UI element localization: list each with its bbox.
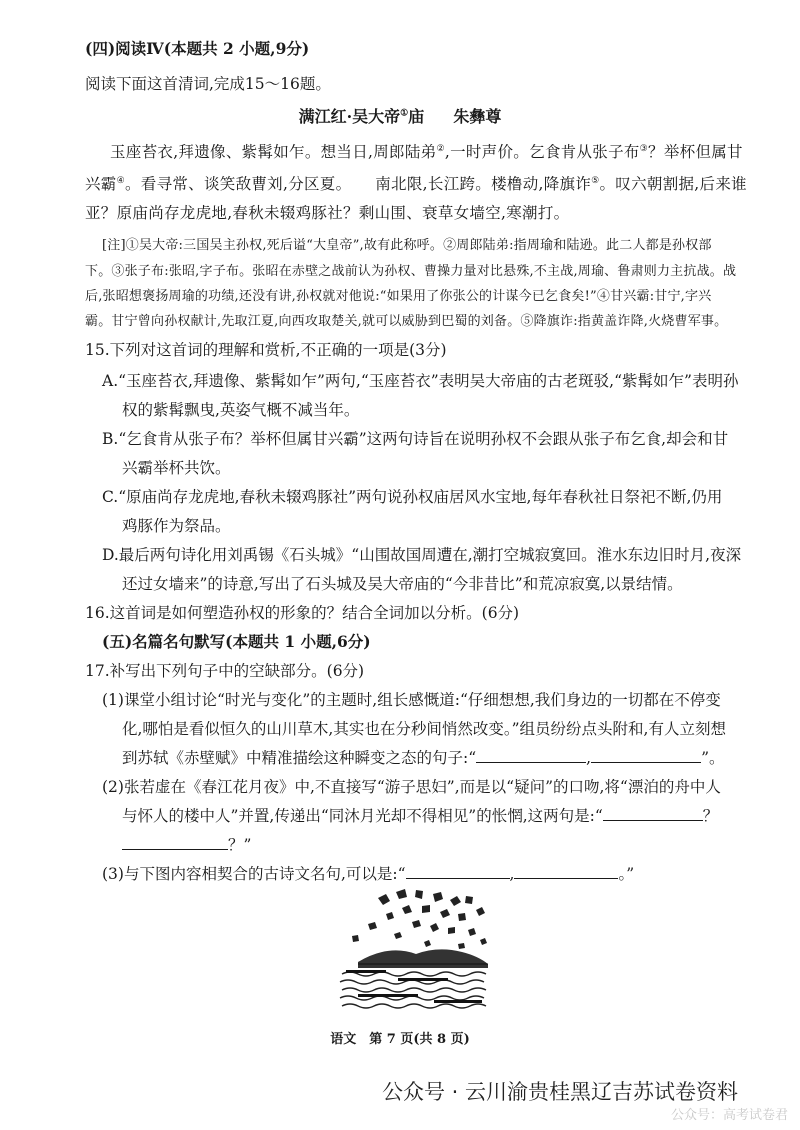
poem-line-1-a: 玉座苔衣,拜遗像、紫髯如乍。想当日,周郎陆弟 [110,143,437,162]
q15-option-a-line-2: 权的紫髯飘曳,英姿气概不减当年。 [122,401,360,419]
answer-blank-1[interactable] [476,746,586,763]
note-mark-5: ⑤ [591,176,600,186]
note-mark-4: ④ [116,176,125,186]
note-mark-2: ② [436,144,445,154]
q17-part2-qmark: ？ [702,807,719,825]
q15-option-b-line-2: 兴霸举杯共饮。 [122,459,231,477]
q17-part2-prompt: 与怀人的楼中人”并置,传递出“同沐月光却不得相见”的怅惘,这两句是:“ [122,807,603,825]
poem-line-3: 亚？原庙尚存龙虎地,春秋未辍鸡豚社？剩山围、衰草女墙空,寒潮打。 [85,204,570,222]
q17-stem: 17.补写出下列句子中的空缺部分。(6分) [85,662,365,680]
q17-part1-end: ”。 [701,749,725,767]
q17-part1-line-3 [122,745,770,771]
autumn-river-illustration [338,884,494,1012]
q16-stem: 16.这首词是如何塑造孙权的形象的？结合全词加以分析。(6分) [85,604,520,622]
poem-line-1-c: ？举杯但属甘 [648,143,743,162]
poem-line-2-c: 。叹六朝割据,后来谁 [599,175,747,194]
faint-watermark: 公众号：高考试卷君 [670,1108,788,1123]
poem-title-note-mark: ① [400,108,409,119]
answer-blank-5[interactable] [406,862,510,879]
q17-part2-line-1: (2)张若虚在《春江花月夜》中,不直接写“游子思妇”,而是以“疑问”的口吻,将“漂泊的舟中人 [102,778,721,796]
q15-option-d-line-1: D.最后两句诗化用刘禹锡《石头城》“山围故国周遭在,潮打空城寂寞回。淮水东边旧时月,夜深 [102,546,742,564]
answer-blank-3[interactable] [603,804,703,821]
q17-part3-sep: , [509,865,515,883]
q17-part3-end: 。” [618,865,635,883]
q17-part1-line-1: (1)课堂小组讨论“时光与变化”的主题时,组长感慨道:“仔细想想,我们身边的一切都在不停变 [102,691,721,709]
q17-part1-sep: , [586,749,592,767]
q17-part2-line-3 [122,832,770,858]
note-line-3: 后,张昭想褒扬周瑜的功绩,还没有讲,孙权就对他说:“如果用了你张公的计谋今已乞食矣!”④甘兴霸:甘宁,字兴 [85,289,712,304]
q15-option-b-line-1: B.“乞食肯从张子布？举杯但属甘兴霸”这两句诗旨在说明孙权不会跟从张子布乞食,却会和甘 [102,430,729,448]
note-line-1: [注]①吴大帝:三国吴主孙权,死后谥“大皇帝”,故有此称呼。②周郎陆弟:指周瑜和陆逊。此二人都是孙权部 [102,238,712,253]
q17-part3-prompt: (3)与下图内容相契合的古诗文名句,可以是:“ [102,865,406,883]
q15-option-c-line-1: C.“原庙尚存龙虎地,春秋未辍鸡豚社”两句说孙权庙居风水宝地,每年春秋社日祭祀不断,仍用 [102,488,723,506]
poem-line-2-a: 兴霸 [85,175,117,194]
q15-option-d-line-2: 还过女墙来”的诗意,写出了石头城及吴大帝庙的“今非昔比”和荒凉寂寞,以景结情。 [122,575,683,593]
note-line-2: 下。③张子布:张昭,字子布。张昭在赤壁之战前认为孙权、曹操力量对比悬殊,不主战,周瑜、鲁肃则力主抗战。战 [85,264,737,279]
poem-line-1-b: ,一时声价。乞食肯从张子布 [444,143,640,162]
poem-line-2 [85,168,770,197]
q17-part2-line-2 [122,803,770,829]
wechat-watermark: 公众号 · 云川渝贵桂黑辽吉苏试卷资料 [382,1080,739,1104]
q17-part2-end: ？” [228,836,252,854]
q15-option-a-line-1: A.“玉座苔衣,拜遗像、紫髯如乍”两句,“玉座苔衣”表明吴大帝庙的古老斑驳,“紫髯如乍”表明孙 [102,372,739,390]
poem-line-1 [110,136,770,165]
section5-heading: (五)名篇名句默写(本题共 1 小题,6分) [102,632,371,651]
q15-option-c-line-2: 鸡豚作为祭品。 [122,517,231,535]
section4-instruction: 阅读下面这首清词,完成15～16题。 [85,75,331,93]
note-mark-3: ③ [639,144,649,154]
q15-stem: 15.下列对这首词的理解和赏析,不正确的一项是(3分) [85,341,447,359]
page-footer: 语文 第 7 页(共 8 页) [330,1032,470,1047]
note-line-4: 霸。甘宁曾向孙权献计,先取江夏,向西攻取楚关,就可以威胁到巴蜀的刘备。⑤降旗诈:指黄盖诈降,火烧曹军事。 [85,314,728,329]
poem-title-tail: 庙 [408,107,425,126]
section4-heading: (四)阅读Ⅳ(本题共 2 小题,9分) [85,39,310,58]
q17-part1-line-2: 化,哪怕是看似恒久的山川草木,其实也在分秒间悄然改变。”组员纷纷点头附和,有人立刻想 [122,720,726,738]
poem-title-text: 满江红·吴大帝 [298,107,401,126]
poem-line-2-b: 。看寻常、谈笑敌曹刘,分区夏。 南北限,长江跨。楼橹动,降旗诈 [124,175,592,194]
answer-blank-4[interactable] [122,833,228,850]
q17-part1-prompt: 到苏轼《赤壁赋》中精准描绘这种瞬变之态的句子:“ [122,749,477,767]
answer-blank-6[interactable] [514,862,618,879]
answer-blank-2[interactable] [591,746,701,763]
poem-title [0,104,800,127]
poem-author: 朱彝尊 [453,107,502,126]
